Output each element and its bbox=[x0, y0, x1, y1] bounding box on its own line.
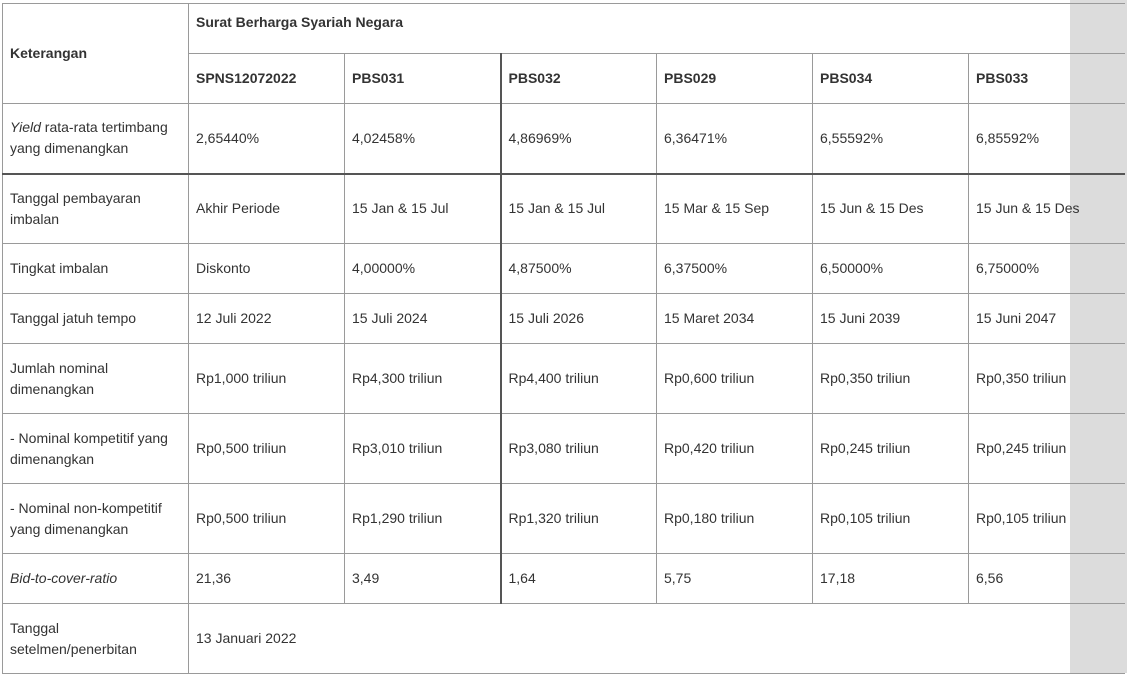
table-row bbox=[3, 554, 1125, 604]
table-cell: 6,50000% bbox=[813, 244, 969, 294]
series-header: PBS033 bbox=[969, 54, 1125, 104]
table-cell: 6,55592% bbox=[813, 104, 969, 174]
table-cell: 1,64 bbox=[501, 554, 657, 604]
table-row bbox=[3, 344, 1125, 414]
row-label: - Nominal non-kompetitif yang dimenangkan bbox=[3, 484, 189, 554]
table-cell: 15 Maret 2034 bbox=[657, 294, 813, 344]
row-label: Jumlah nominal dimenangkan bbox=[3, 344, 189, 414]
table-cell: Rp0,420 triliun bbox=[657, 414, 813, 484]
series-header: SPNS12072022 bbox=[189, 54, 345, 104]
table-cell: Rp0,105 triliun bbox=[969, 484, 1125, 554]
row-label: - Nominal kompetitif yang dimenangkan bbox=[3, 414, 189, 484]
table-cell: Rp0,350 triliun bbox=[969, 344, 1125, 414]
table-cell: 2,65440% bbox=[189, 104, 345, 174]
table-cell: Akhir Periode bbox=[189, 174, 345, 244]
row-label-italic: Yield bbox=[10, 119, 41, 136]
table-cell: Rp0,500 triliun bbox=[189, 414, 345, 484]
table-cell: Rp0,245 triliun bbox=[969, 414, 1125, 484]
table-row bbox=[3, 244, 1125, 294]
table-row bbox=[3, 294, 1125, 344]
table-cell: Diskonto bbox=[189, 244, 345, 294]
table-row bbox=[3, 104, 1125, 174]
table-cell: Rp0,350 triliun bbox=[813, 344, 969, 414]
table-cell: 12 Juli 2022 bbox=[189, 294, 345, 344]
table-cell: 6,37500% bbox=[657, 244, 813, 294]
table-cell: Rp0,105 triliun bbox=[813, 484, 969, 554]
row-label: Tanggal jatuh tempo bbox=[3, 294, 189, 344]
settlement-date: 13 Januari 2022 bbox=[189, 604, 1125, 674]
table-cell: 15 Juli 2024 bbox=[345, 294, 501, 344]
table-cell: 3,49 bbox=[345, 554, 501, 604]
table-cell: Rp1,290 triliun bbox=[345, 484, 501, 554]
row-label bbox=[3, 104, 189, 174]
table-cell: 6,56 bbox=[969, 554, 1125, 604]
table-cell: Rp0,600 triliun bbox=[657, 344, 813, 414]
table-row bbox=[3, 604, 1125, 674]
table-row bbox=[3, 174, 1125, 244]
table-cell: Rp1,000 triliun bbox=[189, 344, 345, 414]
keterangan-header: Keterangan bbox=[3, 4, 189, 104]
table-cell: 15 Mar & 15 Sep bbox=[657, 174, 813, 244]
sbsn-auction-results-table bbox=[2, 3, 1125, 674]
table-cell: Rp0,180 triliun bbox=[657, 484, 813, 554]
table-cell: 4,02458% bbox=[345, 104, 501, 174]
table-cell: 15 Jun & 15 Des bbox=[813, 174, 969, 244]
table-cell: Rp1,320 triliun bbox=[501, 484, 657, 554]
table-row bbox=[3, 484, 1125, 554]
table-cell: 15 Jan & 15 Jul bbox=[345, 174, 501, 244]
table-cell: Rp3,080 triliun bbox=[501, 414, 657, 484]
table-cell: Rp4,300 triliun bbox=[345, 344, 501, 414]
table-cell: 6,36471% bbox=[657, 104, 813, 174]
table-cell: 5,75 bbox=[657, 554, 813, 604]
row-label bbox=[3, 554, 189, 604]
series-header: PBS029 bbox=[657, 54, 813, 104]
series-header: PBS032 bbox=[501, 54, 657, 104]
row-label-italic: Bid-to-cover-ratio bbox=[10, 570, 118, 586]
table-cell: 6,85592% bbox=[969, 104, 1125, 174]
table-cell: 15 Juni 2047 bbox=[969, 294, 1125, 344]
row-label: Tanggal pembayaran imbalan bbox=[3, 174, 189, 244]
table-cell: Rp0,500 triliun bbox=[189, 484, 345, 554]
table-cell: 4,86969% bbox=[501, 104, 657, 174]
table-cell: Rp3,010 triliun bbox=[345, 414, 501, 484]
table-row bbox=[3, 414, 1125, 484]
table-cell: Rp4,400 triliun bbox=[501, 344, 657, 414]
table-cell: 15 Juni 2039 bbox=[813, 294, 969, 344]
series-header: PBS031 bbox=[345, 54, 501, 104]
table-cell: Rp0,245 triliun bbox=[813, 414, 969, 484]
row-label: Tingkat imbalan bbox=[3, 244, 189, 294]
table-cell: 4,87500% bbox=[501, 244, 657, 294]
table-cell: 15 Juli 2026 bbox=[501, 294, 657, 344]
table-cell: 17,18 bbox=[813, 554, 969, 604]
table-cell: 6,75000% bbox=[969, 244, 1125, 294]
table-cell: 21,36 bbox=[189, 554, 345, 604]
series-header: PBS034 bbox=[813, 54, 969, 104]
table-cell: 4,00000% bbox=[345, 244, 501, 294]
group-header: Surat Berharga Syariah Negara bbox=[189, 4, 1125, 54]
row-label-text: rata-rata tertimbang yang dimenangkan bbox=[10, 119, 168, 157]
table-cell: 15 Jan & 15 Jul bbox=[501, 174, 657, 244]
table-cell: 15 Jun & 15 Des bbox=[969, 174, 1125, 244]
row-label: Tanggal setelmen/penerbitan bbox=[3, 604, 189, 674]
